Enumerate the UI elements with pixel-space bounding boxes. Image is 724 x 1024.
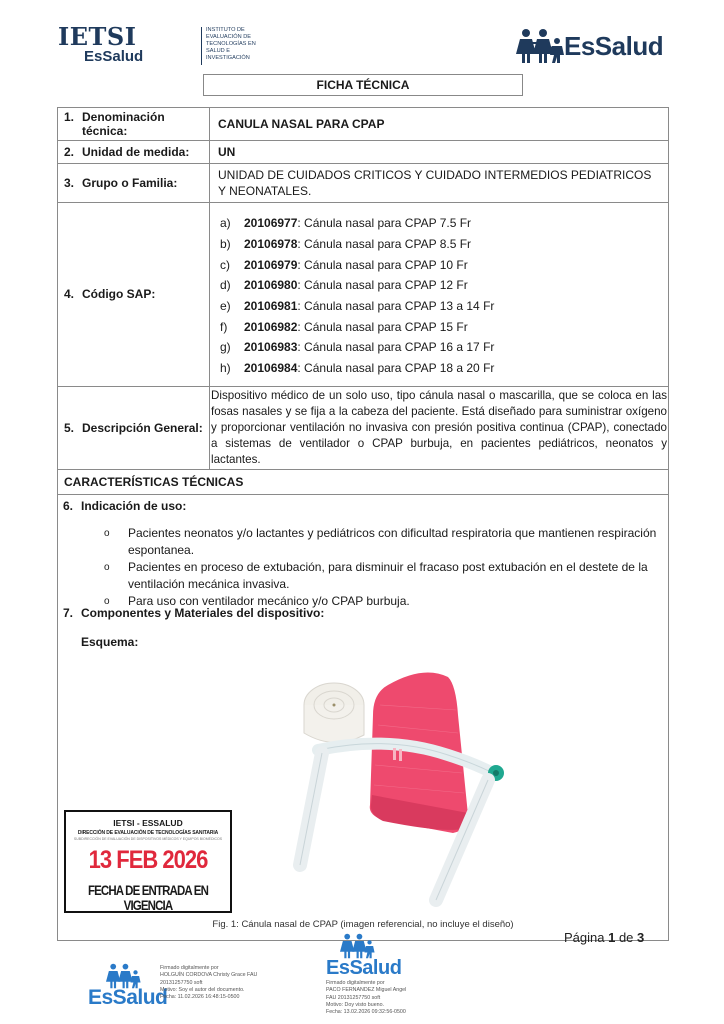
sap-desc: : Cánula nasal para CPAP 15 Fr — [297, 319, 468, 334]
stamp-subdirection: SUBDIRECCIÓN DE EVALUACIÓN DE DISPOSITIVOS MÉDICOS Y EQUIPOS BIOMÉDICOS — [73, 836, 223, 841]
sap-code-item — [220, 296, 660, 317]
row-codigo-sap — [58, 203, 669, 387]
row-label: Unidad de medida: — [82, 145, 190, 159]
sap-code-item — [220, 337, 660, 358]
family-figures-icon — [340, 933, 376, 959]
sap-desc: : Cánula nasal para CPAP 16 a 17 Fr — [297, 340, 495, 355]
signature-line: Fecha: 11.02.2026 16:48:15-0500 — [160, 994, 240, 1001]
row-number: 2. — [64, 145, 75, 159]
sap-code-item — [220, 213, 660, 234]
item-letter: c) — [220, 257, 230, 272]
ietsi-logo-subtitle — [206, 27, 276, 62]
essalud-logo-word: EsSalud — [564, 31, 664, 61]
page-current: 1 — [608, 930, 616, 945]
row-caracteristicas-body — [58, 494, 669, 940]
row-label: Grupo o Familia: — [82, 176, 178, 190]
ietsi-logo-name: IETSI — [58, 22, 137, 51]
signature-line: Firmado digitalmente por — [326, 980, 385, 986]
signature-text — [160, 965, 300, 1001]
essalud-logo-word: EsSalud — [326, 957, 402, 979]
family-figures-icon — [516, 28, 566, 64]
unidad-value: UN — [210, 141, 669, 164]
signature-line: Motivo: Doy visto bueno. — [326, 1001, 384, 1008]
sap-code: 20106979 — [244, 257, 298, 272]
stamp-org: IETSI - ESSALUD — [113, 817, 183, 828]
label-cell — [58, 141, 210, 164]
signature-line: 20131257750 soft — [160, 979, 203, 986]
label-cell — [58, 164, 210, 203]
sap-code: 20106982 — [244, 319, 298, 334]
bullet-icon: o — [104, 595, 110, 607]
sap-code-item — [220, 234, 660, 255]
essalud-logo-word: EsSalud — [88, 986, 168, 1009]
indicacion-list — [104, 525, 664, 610]
esquema-label: Esquema: — [81, 634, 139, 649]
row-number: 4. — [64, 287, 75, 302]
row-label: Código SAP: — [82, 287, 156, 302]
item-letter: b) — [220, 237, 231, 252]
label-cell — [58, 203, 210, 387]
row-number: 1. — [64, 110, 75, 124]
document-title: FICHA TÉCNICA — [203, 74, 523, 96]
subtitle-line: INSTITUTO DE — [206, 27, 245, 33]
ietsi-logo — [58, 22, 256, 68]
indicacion-text: Pacientes en proceso de extubación, para disminuir el fracaso post extubación en el destete de la ventilación mecánica invasiva. — [128, 559, 648, 591]
stamp-label: FECHA DE ENTRADA EN VIGENCIA — [87, 882, 209, 913]
item-letter: f) — [220, 319, 228, 334]
sap-desc: : Cánula nasal para CPAP 18 a 20 Fr — [297, 361, 495, 376]
signature-line: Fecha: 13.02.2026 09:32:56-0500 — [326, 1009, 406, 1016]
row-unidad — [58, 141, 669, 164]
sap-desc: : Cánula nasal para CPAP 7.5 Fr — [297, 216, 472, 231]
stamp-date: 13 FEB 2026 — [88, 844, 208, 874]
figure-caption: Fig. 1: Cánula nasal de CPAP (imagen referencial, no incluye el diseño) — [212, 918, 514, 930]
indicacion-text: Para uso con ventilador mecánico y/o CPAP burbuja. — [128, 593, 410, 608]
signature-text — [326, 980, 466, 1016]
row-descripcion — [58, 386, 669, 469]
row-denominacion — [58, 108, 669, 141]
subtitle-line: INVESTIGACIÓN — [206, 55, 250, 61]
signature-line: Firmado digitalmente por — [160, 965, 219, 971]
row-number: 5. — [64, 420, 75, 435]
componentes-heading — [63, 606, 324, 620]
sap-code: 20106980 — [244, 278, 298, 293]
stamp-direction: DIRECCIÓN DE EVALUACIÓN DE TECNOLOGÍAS SANITARIA — [77, 829, 219, 836]
section-number: 6. — [63, 498, 74, 513]
sap-desc: : Cánula nasal para CPAP 10 Fr — [297, 257, 468, 272]
spec-table — [57, 107, 669, 941]
sap-code-item — [220, 254, 660, 275]
sap-desc: : Cánula nasal para CPAP 13 a 14 Fr — [297, 299, 495, 314]
signature-line: HOLGUÍN CORDOVA Christy Grace FAU — [160, 972, 258, 979]
sap-code-item — [220, 358, 660, 379]
sap-code: 20106983 — [244, 340, 298, 355]
sap-code: 20106977 — [244, 216, 298, 231]
ietsi-logo-brand: EsSalud — [84, 48, 144, 65]
page-total: 3 — [637, 930, 645, 945]
item-letter: g) — [220, 340, 231, 355]
row-label: Descripción General: — [82, 420, 203, 435]
subtitle-line: SALUD E — [206, 48, 230, 54]
item-letter: a) — [220, 216, 231, 231]
bullet-icon: o — [104, 527, 110, 539]
vigencia-stamp — [64, 810, 232, 913]
sap-code-item — [220, 316, 660, 337]
row-caracteristicas-heading — [58, 469, 669, 494]
section-label: Componentes y Materiales del dispositivo: — [81, 605, 325, 620]
indicacion-item — [104, 525, 664, 559]
logo-divider — [201, 27, 202, 65]
sap-code: 20106984 — [244, 361, 298, 376]
page-number — [564, 930, 644, 945]
bullet-icon: o — [104, 561, 110, 573]
sap-value-cell — [210, 203, 669, 387]
page-prefix: Página — [564, 930, 609, 945]
item-letter: d) — [220, 278, 231, 293]
sap-code: 20106978 — [244, 237, 298, 252]
row-number: 3. — [64, 176, 75, 190]
page-separator: de — [615, 930, 638, 945]
section-number: 7. — [63, 605, 74, 620]
section-heading: CARACTERÍSTICAS TÉCNICAS — [58, 469, 669, 494]
sap-code-list — [218, 206, 660, 383]
indicacion-heading — [63, 499, 186, 513]
label-cell — [58, 386, 210, 469]
cpap-cannula-image — [288, 655, 558, 915]
item-letter: e) — [220, 299, 231, 314]
item-letter: h) — [220, 361, 231, 376]
essalud-logo — [516, 28, 674, 64]
sap-desc: : Cánula nasal para CPAP 8.5 Fr — [297, 237, 472, 252]
descripcion-value: Dispositivo médico de un solo uso, tipo cánula nasal o mascarilla, que se coloca en las fosas nasales y se fija a la cabeza del paciente. Está diseñado para suministrar oxígeno y proporcionar ventilación no invasiva con presión positiva continua (CPAP), conectado a sistemas de ventilador o CPAP burbuja, en pacientes pediátricos, neonatos y lactantes. — [210, 386, 669, 469]
indicacion-item — [104, 559, 664, 593]
denominacion-value: CANULA NASAL PARA CPAP — [210, 108, 669, 141]
signature-line: Motivo: Soy el autor del documento. — [160, 986, 245, 993]
grupo-value: UNIDAD DE CUIDADOS CRITICOS Y CUIDADO INTERMEDIOS PEDIATRICOS Y NEONATALES. — [210, 164, 669, 203]
signature-line: FAU 20131257750 soft — [326, 994, 381, 1001]
sap-desc: : Cánula nasal para CPAP 12 Fr — [297, 278, 468, 293]
subtitle-line: EVALUACIÓN DE — [206, 34, 251, 40]
caracteristicas-cell — [58, 494, 669, 940]
row-grupo — [58, 164, 669, 203]
sap-code: 20106981 — [244, 299, 298, 314]
signature-line: PACO FERNANDEZ Miguel Angel — [326, 987, 407, 994]
sap-code-item — [220, 275, 660, 296]
row-label: Denominación técnica: — [82, 110, 165, 138]
indicacion-text: Pacientes neonatos y/o lactantes y pediátricos con dificultad respiratoria que mantienen respiración espontanea. — [128, 525, 657, 557]
section-label: Indicación de uso: — [81, 498, 187, 513]
label-cell — [58, 108, 210, 141]
subtitle-line: TECNOLOGÍAS EN — [206, 41, 256, 47]
